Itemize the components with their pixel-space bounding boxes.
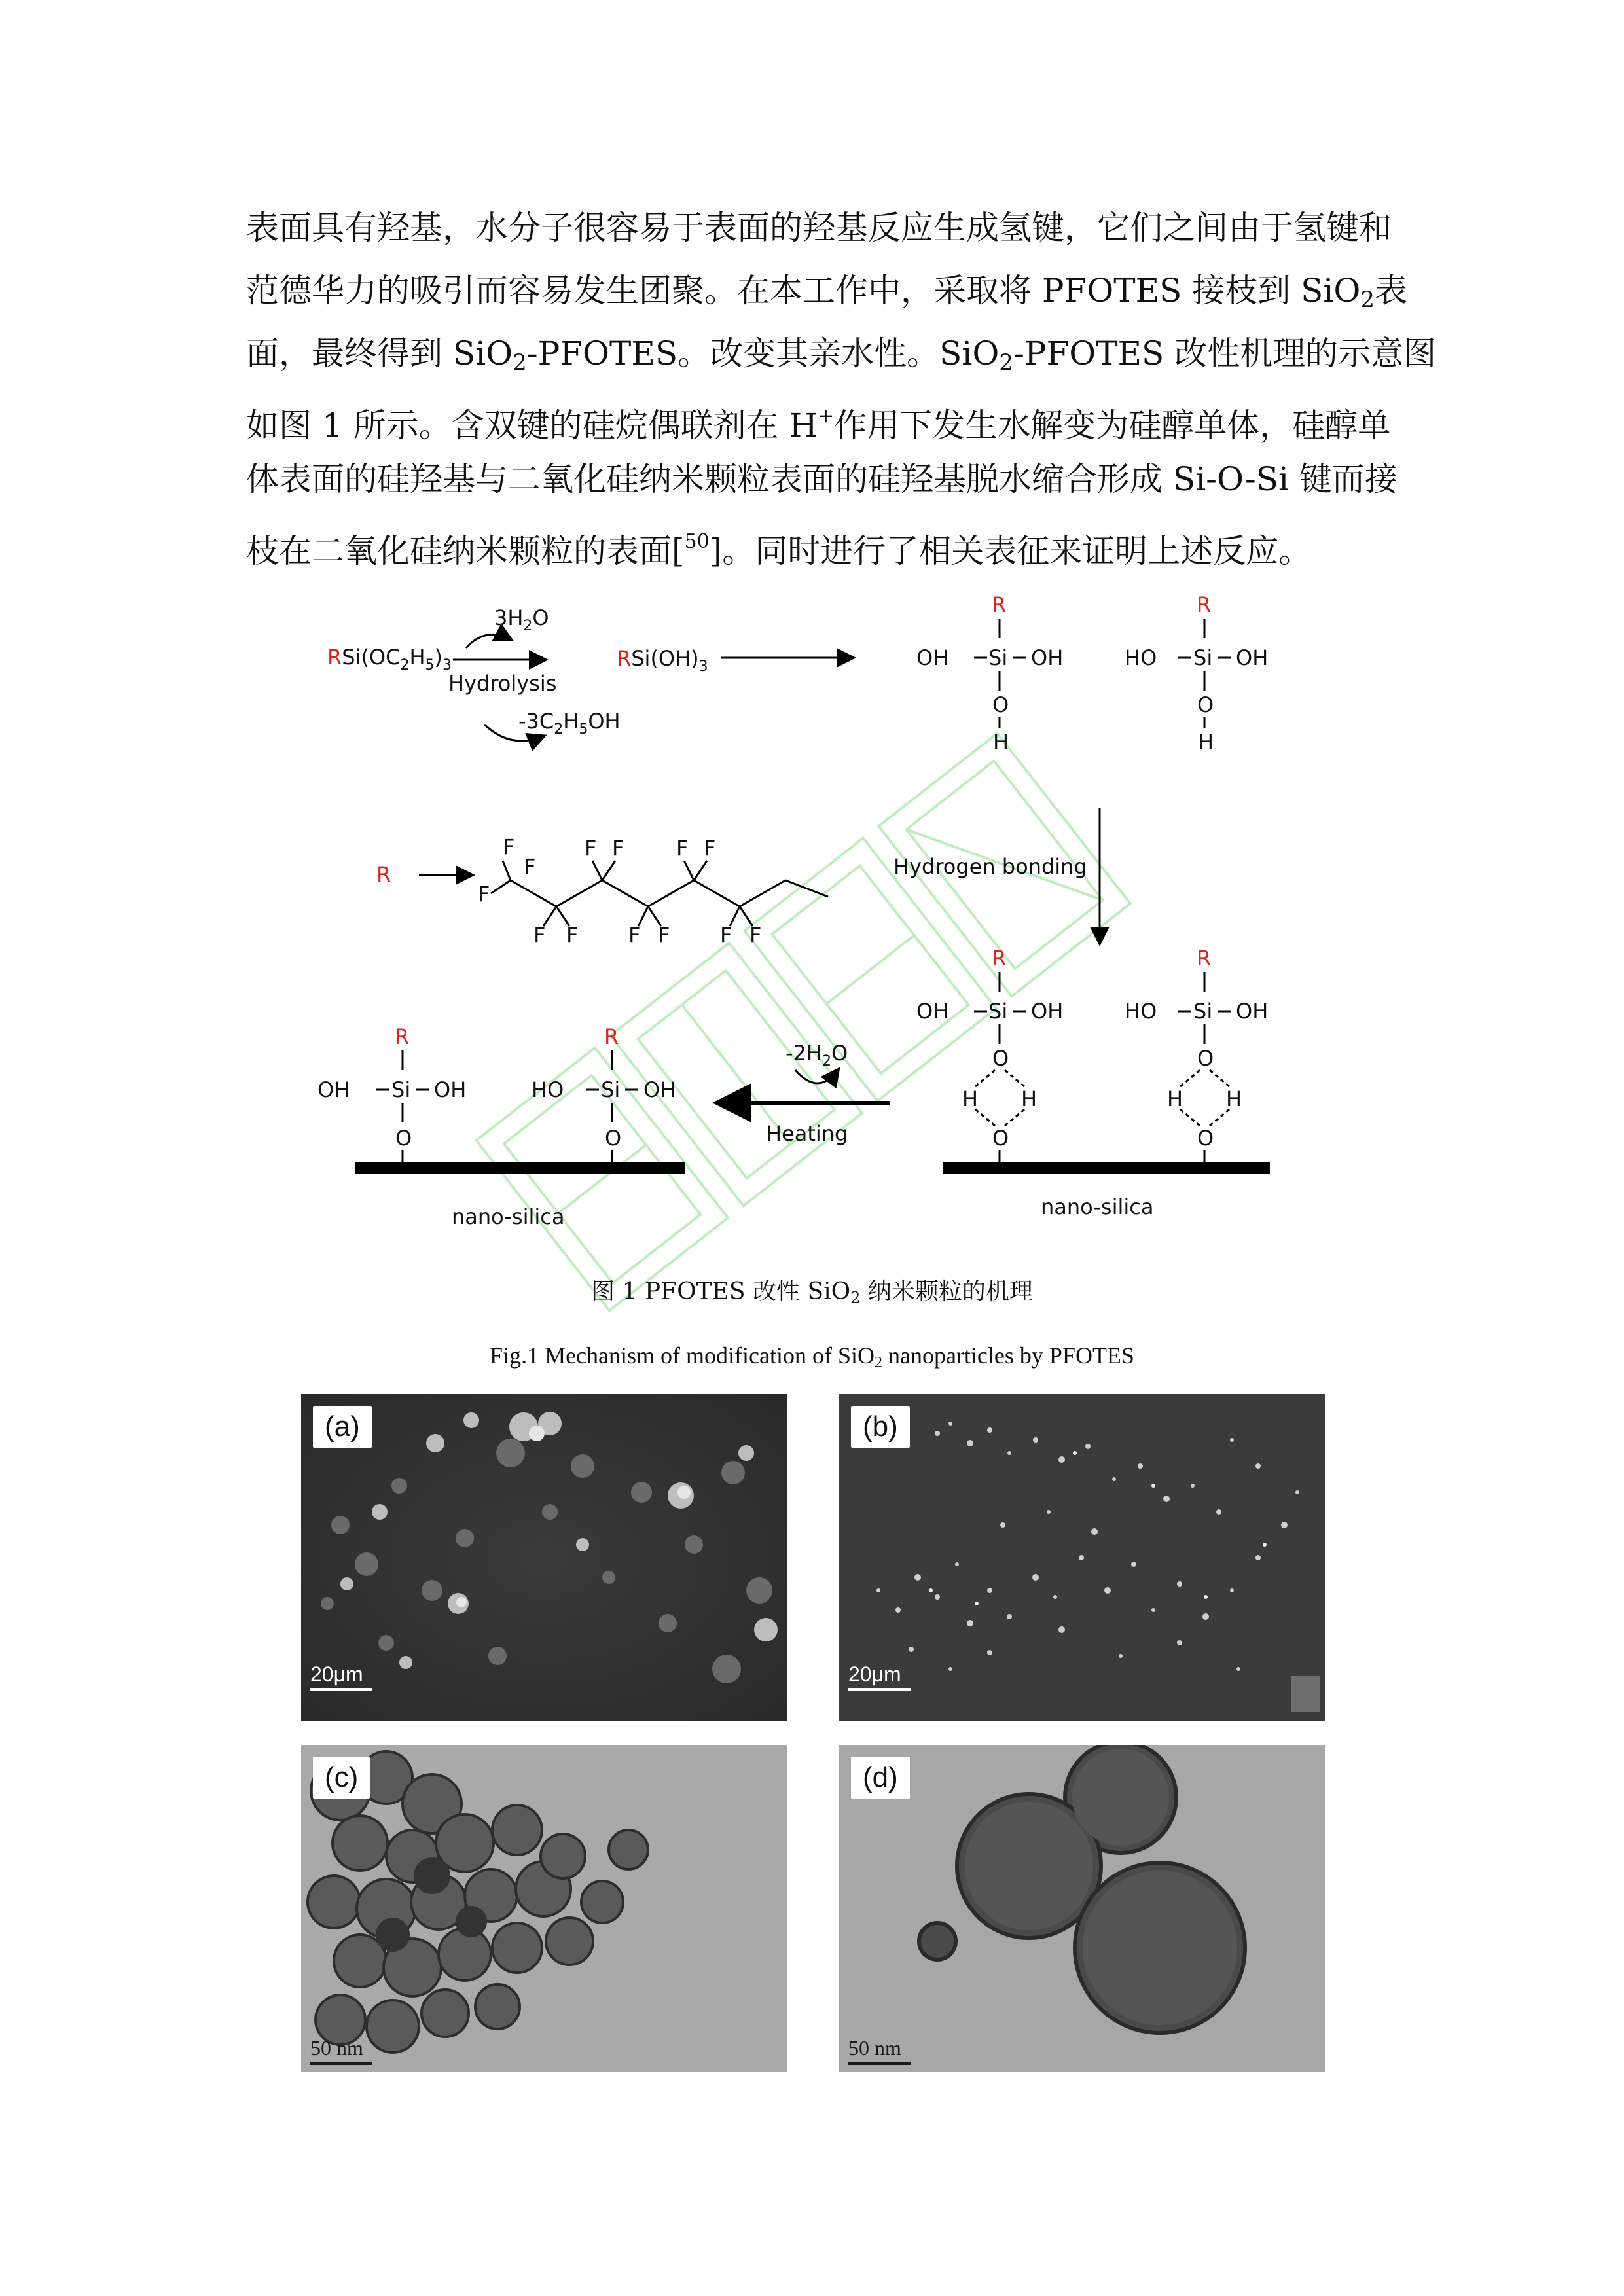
reactant-formula: $RSi(OC_2H_5)_3$ [327, 645, 452, 673]
hydrogen-bonding-label: Hydrogen bonding [893, 854, 1087, 879]
subscript: 2 [1360, 287, 1375, 313]
scale-label: 50 nm [310, 2036, 363, 2060]
body-paragraph [246, 196, 1437, 573]
oh-label: OH [1236, 645, 1269, 670]
oh-label: OH [1031, 999, 1064, 1024]
ho-label: HO [1125, 645, 1157, 670]
o-label: O [605, 1126, 622, 1151]
line-text: 作用下发生水解变为硅醇单体，硅醇单 [834, 406, 1391, 444]
micrograph-panel-c [301, 1745, 787, 2072]
h-label: H [1198, 730, 1214, 755]
oh-label: OH [317, 1077, 350, 1102]
nano-silica-label: nano-silica [452, 1204, 565, 1229]
scale-bar-c [310, 2036, 372, 2065]
r-group: R [1197, 592, 1212, 617]
tem-image-c [301, 1745, 787, 2072]
citation-ref: 50 [684, 530, 710, 553]
f-label: F [478, 882, 490, 906]
panel-label-c: (c) [313, 1757, 370, 1799]
r-group: R [376, 862, 391, 887]
ho-label: HO [532, 1077, 564, 1102]
si-label: Si [601, 1077, 621, 1102]
oh-label: OH [643, 1077, 676, 1102]
f-label: F [612, 836, 624, 861]
h-label: H [1226, 1086, 1242, 1111]
line-text: 枝在二氧化硅纳米颗粒的表面[ [246, 532, 685, 570]
figure-caption-chinese: 图 1 PFOTES 改性 SiO$_2$ 纳米颗粒的机理 [591, 1278, 1033, 1307]
paragraph-line-5 [246, 448, 1398, 511]
paragraph-line-2 [246, 259, 1407, 322]
oh-label: OH [916, 645, 949, 670]
f-label: F [628, 923, 641, 948]
scale-bar-line [848, 2062, 911, 2065]
f-label: F [533, 923, 546, 948]
hydrolysis-label: Hydrolysis [448, 671, 557, 696]
si-label: Si [988, 645, 1008, 670]
paragraph-line-3 [246, 322, 1437, 385]
f-label: F [676, 836, 689, 861]
panel-label-a: (a) [313, 1406, 372, 1448]
subscript: 2 [513, 350, 527, 376]
tem-image-d [839, 1745, 1325, 2072]
paragraph-line-1 [246, 196, 1392, 259]
si-label: Si [391, 1077, 411, 1102]
scale-bar-line [848, 1688, 911, 1691]
scale-bar-a [310, 1662, 372, 1691]
f-label: F [503, 834, 515, 859]
oh-label: OH [1031, 645, 1064, 670]
scale-label: 20μm [848, 1662, 901, 1686]
oh-label: OH [434, 1077, 467, 1102]
r-group: R [992, 946, 1007, 971]
f-label: F [566, 923, 579, 948]
mechanism-diagram [314, 586, 1322, 1253]
h-label: H [962, 1086, 979, 1111]
si-label: Si [1193, 999, 1213, 1024]
h-label: H [993, 730, 1009, 755]
mechanism-svg [314, 586, 1322, 1253]
line-text: -PFOTES。改变其亲水性。SiO [526, 334, 1000, 372]
o-label: O [1197, 692, 1214, 717]
o-label: O [1197, 1126, 1214, 1151]
silanol-formula: $RSi(OH)_3$ [617, 646, 708, 675]
line-text: ]。同时进行了相关表征来证明上述反应。 [709, 532, 1312, 570]
oh-label: OH [1236, 999, 1269, 1024]
line-text: 表面具有羟基，水分子很容易于表面的羟基反应生成氢键，它们之间由于氢键和 [246, 209, 1392, 247]
f-label: F [585, 836, 597, 861]
scale-bar-b [848, 1662, 911, 1691]
line-text: 如图 1 所示。含双键的硅烷偶联剂在 H [246, 406, 818, 444]
h-label: H [1167, 1086, 1183, 1111]
subscript: 2 [999, 350, 1013, 376]
r-group: R [1197, 946, 1212, 971]
scale-bar-line [310, 2062, 372, 2065]
o-label: O [395, 1126, 412, 1151]
r-group: R [604, 1024, 619, 1049]
paragraph-line-6 [246, 511, 1385, 573]
water-label: $3H_2O$ [494, 605, 549, 634]
scale-label: 20μm [310, 1662, 363, 1686]
minus-water-label: $-2H_2O$ [785, 1041, 848, 1069]
paragraph-line-4 [246, 385, 1391, 448]
nano-silica-label: nano-silica [1041, 1194, 1154, 1219]
micrograph-panel-b [839, 1394, 1325, 1721]
f-label: F [749, 923, 762, 948]
line-text: 面，最终得到 SiO [246, 334, 513, 372]
micrograph-panel-d [839, 1745, 1325, 2072]
nano-silica-substrate-left [355, 1162, 685, 1174]
f-label: F [658, 923, 670, 948]
ethanol-label: $-3C_2H_5OH$ [518, 709, 621, 738]
nano-silica-substrate-right [943, 1162, 1270, 1174]
sem-image-a [301, 1394, 787, 1721]
scale-bar-line [310, 1688, 372, 1691]
micrograph-panel-a [301, 1394, 787, 1721]
superscript: + [818, 404, 835, 427]
sem-image-b [839, 1394, 1325, 1721]
ho-label: HO [1125, 999, 1157, 1024]
o-label: O [1197, 1046, 1214, 1071]
f-label: F [720, 923, 732, 948]
f-label: F [704, 836, 716, 861]
r-group: R [395, 1024, 410, 1049]
line-text: 范德华力的吸引而容易发生团聚。在本工作中，采取将 PFOTES 接枝到 SiO [246, 272, 1361, 310]
o-label: O [992, 1046, 1009, 1071]
figure-caption-english: Fig.1 Mechanism of modification of SiO2 nanoparticles by PFOTES [490, 1342, 1134, 1371]
oh-label: OH [916, 999, 949, 1024]
panel-label-d: (d) [851, 1757, 910, 1799]
heating-label: Heating [766, 1121, 848, 1146]
r-group: R [992, 592, 1007, 617]
panel-label-b: (b) [851, 1406, 910, 1448]
si-label: Si [1193, 645, 1213, 670]
line-text: -PFOTES 改性机理的示意图 [1013, 334, 1437, 372]
h-label: H [1021, 1086, 1038, 1111]
scale-label: 50 nm [848, 2036, 901, 2060]
si-label: Si [988, 999, 1008, 1024]
line-text: 表 [1374, 272, 1407, 310]
o-label: O [992, 1126, 1009, 1151]
o-label: O [992, 692, 1009, 717]
scale-bar-d [848, 2036, 911, 2065]
line-text: 体表面的硅羟基与二氧化硅纳米颗粒表面的硅羟基脱水缩合形成 Si-O-Si 键而接 [246, 460, 1398, 498]
f-label: F [524, 854, 536, 879]
